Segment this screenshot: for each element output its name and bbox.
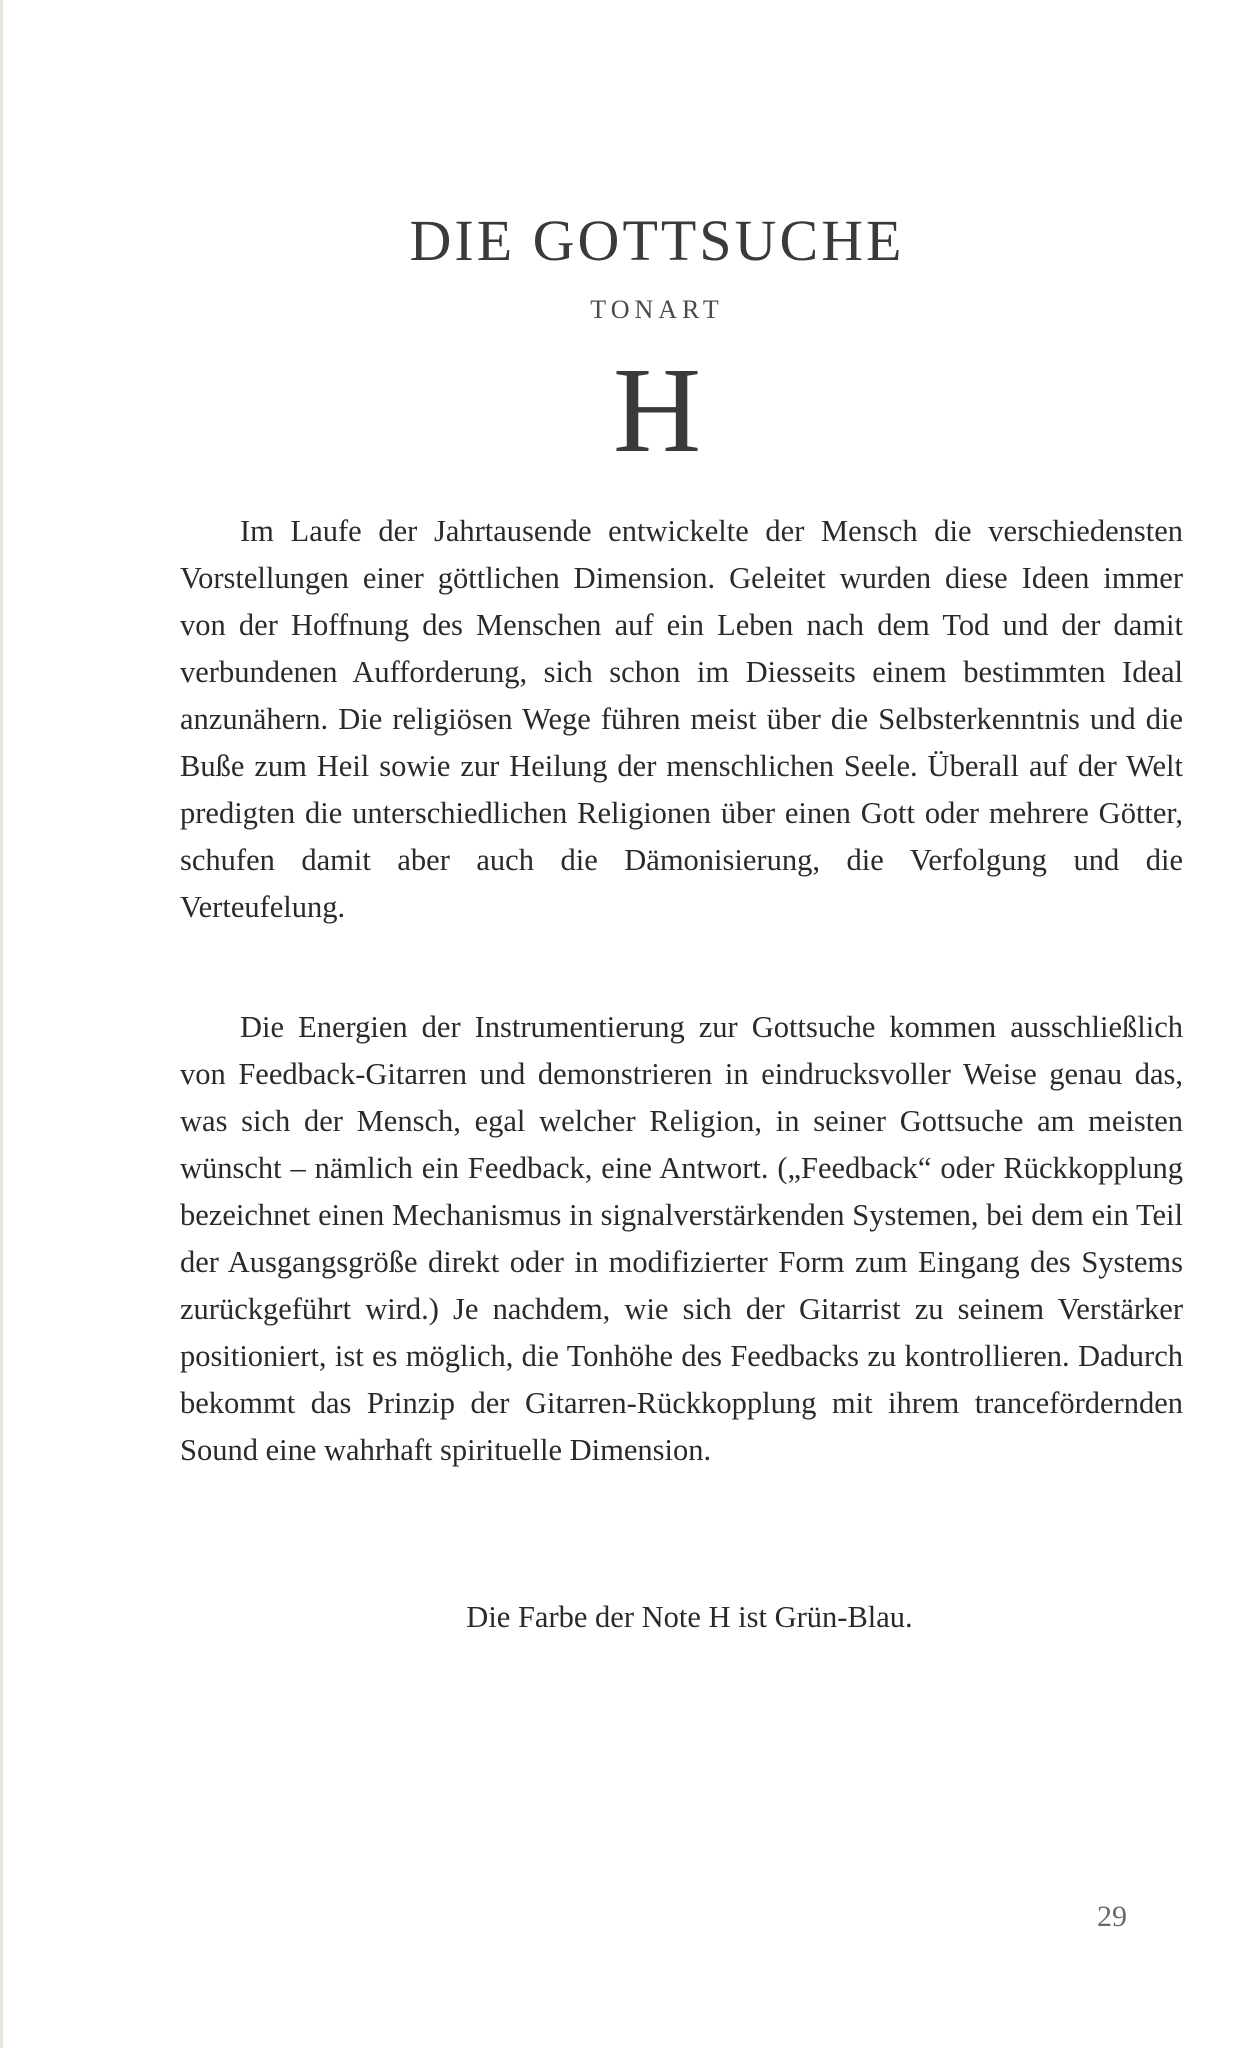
paragraph-text: Im Laufe der Jahrtausende entwickelte der Mensch die verschiedensten Vorstellungen einer göttlichen Dimension. Geleitet wurden diese Ideen immer von der Hoffnung des Menschen auf ein Leben nach dem Tod und der damit verbundenen Aufforderung, sich schon im Diesseits einem bestimmten Ideal anzunähern. Die religiösen Wege führen meist über die Selbsterkenntnis und die Buße zum Heil sowie zur Heilung der menschlichen Seele. Überall auf der Welt predigten die unterschiedlichen Religionen über einen Gott oder mehrere Götter, schufen damit aber auch die Dämonisierung, die Verfolgung und die Verteufelung. <box>180 514 1183 924</box>
chapter-subtitle: TONART <box>590 295 724 324</box>
page-number: 29 <box>1097 1900 1127 1933</box>
chapter-title: DIE GOTTSUCHE <box>409 208 905 273</box>
paragraph-text: Die Energien der Instrumentierung zur Gottsuche kommen ausschließlich von Feedback-Gitarren und demonstrieren in eindrucksvoller Weise genau das, was sich der Mensch, egal welcher Religion, in seiner Gottsuche am meisten wünscht – nämlich ein Feedback, eine Antwort. („Feedback“ oder Rückkopplung bezeichnet einen Mechanismus in signalverstärkenden Systemen, bei dem ein Teil der Ausgangsgröße direkt oder in modifizierter Form zum Eingang des Systems zurückgeführt wird.) Je nachdem, wie sich der Gitarrist zu seinem Verstärker positioniert, ist es möglich, die Tonhöhe des Feedbacks zu kontrollieren. Dadurch bekommt das Prinzip der Gitarren-Rückkopplung mit ihrem trancefördernden Sound eine wahrhaft spirituelle Dimension. <box>180 1010 1183 1467</box>
color-note: Die Farbe der Note H ist Grün-Blau. <box>466 1600 913 1634</box>
body-paragraph-1 <box>180 508 1183 931</box>
body-paragraph-2 <box>180 1004 1183 1474</box>
key-letter: H <box>612 343 702 478</box>
